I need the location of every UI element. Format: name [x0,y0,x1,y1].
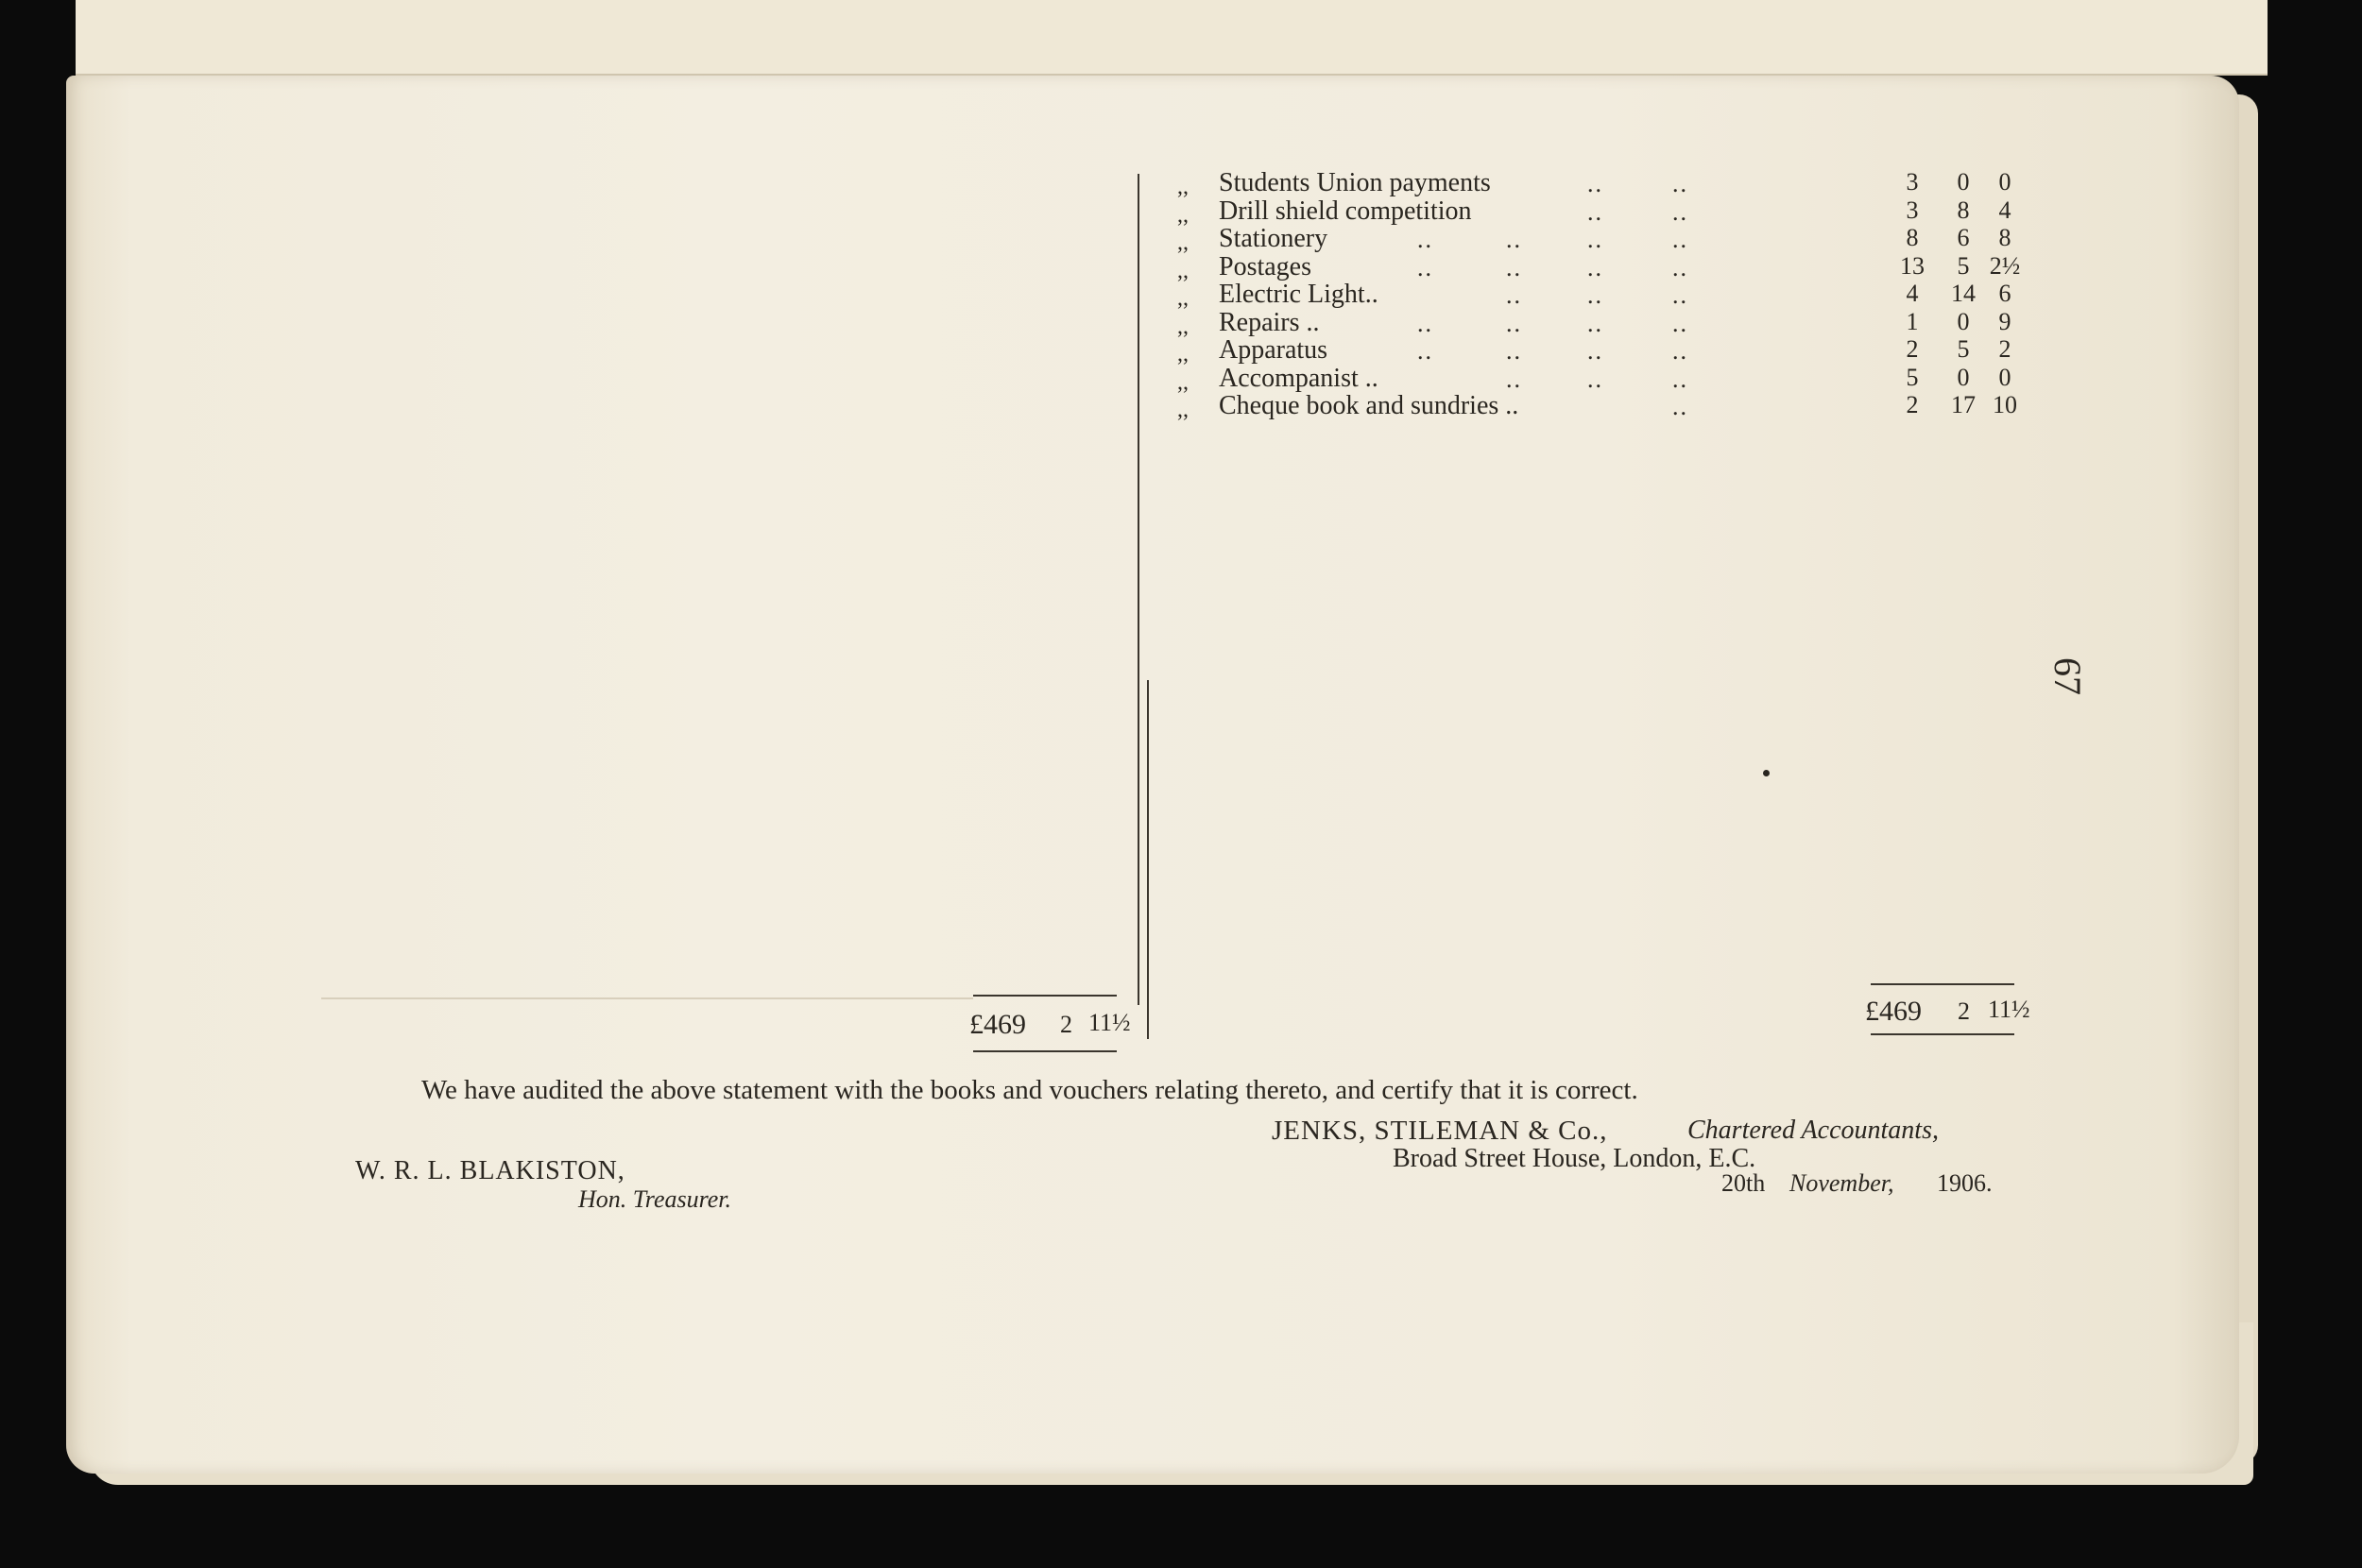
amount-pence: 0 [1998,168,2011,196]
expense-label: Cheque book and sundries .. [1219,391,1519,420]
amount-pounds: 8 [1906,224,1919,251]
expense-label: Drill shield competition [1219,196,1472,226]
leader-dots: .. [1587,365,1603,393]
leader-dots: .. [1672,226,1688,253]
amount-pounds: 3 [1906,196,1919,224]
right-total-shillings: 2 [1958,997,1970,1025]
amount-pounds: 5 [1906,363,1919,391]
amount-pounds: 1 [1906,307,1919,335]
auditor-date-day: 20th [1721,1169,1766,1197]
treasurer-name: W. R. L. BLAKISTON, [355,1156,625,1185]
previous-page-edge [76,0,2268,76]
amount-pence: 9 [1998,307,2011,335]
right-total-pounds: £469 [1865,996,1922,1027]
expense-label: Apparatus [1219,335,1328,365]
leader-dots: .. [1587,253,1603,281]
leader-dots: .. [1672,337,1688,365]
auditor-date-year: 1906. [1937,1169,1993,1197]
expense-label: Accompanist .. [1219,363,1378,393]
leader-dots: .. [1506,253,1522,281]
leader-dots: .. [1672,365,1688,393]
expense-label: Stationery [1219,224,1328,253]
left-page-faint-rule [321,997,973,999]
expense-label: Postages [1219,251,1311,281]
amount-pounds: 2 [1906,391,1919,418]
amount-pence: 2 [1998,335,2011,363]
leader-dots: .. [1506,281,1522,309]
ditto-mark: ,, [1177,230,1189,255]
ditto-mark: ,, [1177,369,1189,395]
leader-dots: .. [1587,309,1603,337]
audit-statement: We have audited the above statement with the books and vouchers relating thereto, and certify that it is correct. [421,1075,1638,1105]
amount-pounds: 4 [1906,280,1919,307]
left-total-pence: 11½ [1088,1009,1131,1036]
leader-dots: .. [1417,337,1433,365]
leader-dots: .. [1672,281,1688,309]
leader-dots: .. [1672,253,1688,281]
amount-pence: 6 [1998,280,2011,307]
leader-dots: .. [1587,281,1603,309]
leader-dots: .. [1587,226,1603,253]
left-total-rule-top [973,995,1117,997]
right-total-rule-bottom [1871,1033,2014,1035]
auditor-firm: JENKS, STILEMAN & Co., [1272,1116,1608,1146]
leader-dots: .. [1417,226,1433,253]
amount-shillings: 8 [1957,196,1970,224]
expense-label: Electric Light.. [1219,280,1378,309]
leader-dots: .. [1672,309,1688,337]
ditto-mark: ,, [1177,398,1189,422]
treasurer-title: Hon. Treasurer. [578,1185,732,1213]
amount-pounds: 13 [1900,251,1925,280]
amount-pence: 10 [1993,391,2017,418]
ditto-mark: ,, [1177,202,1189,228]
amount-shillings: 5 [1957,335,1970,363]
amount-shillings: 17 [1951,391,1976,418]
ditto-mark: ,, [1177,314,1189,339]
left-total-pounds: £469 [969,1009,1026,1040]
ink-dot [1763,770,1770,776]
auditor-firm-role: Chartered Accountants, [1687,1116,1939,1145]
amount-pence: 0 [1998,363,2011,391]
ditto-mark: ,, [1177,258,1189,283]
leader-dots: .. [1587,170,1603,197]
amount-pounds: 2 [1906,335,1919,363]
leader-dots: .. [1672,393,1688,420]
right-total-rule-top [1871,983,2014,985]
leader-dots: .. [1587,337,1603,365]
amount-pounds: 3 [1906,168,1919,196]
leader-dots: .. [1672,197,1688,226]
expense-label: Repairs .. [1219,307,1320,337]
leader-dots: .. [1506,337,1522,365]
amount-shillings: 5 [1957,251,1970,280]
amount-pence: 2½ [1989,251,2021,280]
amount-shillings: 0 [1957,363,1970,391]
leader-dots: .. [1506,365,1522,393]
amount-shillings: 6 [1957,224,1970,251]
ditto-mark: ,, [1177,286,1189,311]
amount-shillings: 0 [1957,307,1970,335]
expense-label: Students Union payments [1219,168,1491,197]
amount-pence: 8 [1998,224,2011,251]
leader-dots: .. [1506,309,1522,337]
amount-shillings: 0 [1957,168,1970,196]
amount-pence: 4 [1998,196,2011,224]
ditto-mark: ,, [1177,175,1189,199]
leader-dots: .. [1506,226,1522,253]
left-total-rule-bottom [973,1050,1117,1052]
left-total-shillings: 2 [1060,1011,1072,1038]
column-divider-bottom [1147,680,1149,1039]
column-divider-top [1138,174,1139,1005]
right-total-pence: 11½ [1988,996,2030,1023]
ditto-mark: ,, [1177,342,1189,366]
amount-shillings: 14 [1951,280,1976,307]
page-number: 67 [2046,657,2089,695]
leader-dots: .. [1672,170,1688,197]
auditor-address: Broad Street House, London, E.C. [1393,1144,1756,1173]
auditor-date-month: November, [1789,1169,1894,1197]
leader-dots: .. [1417,253,1433,281]
leader-dots: .. [1417,309,1433,337]
leader-dots: .. [1587,197,1603,226]
